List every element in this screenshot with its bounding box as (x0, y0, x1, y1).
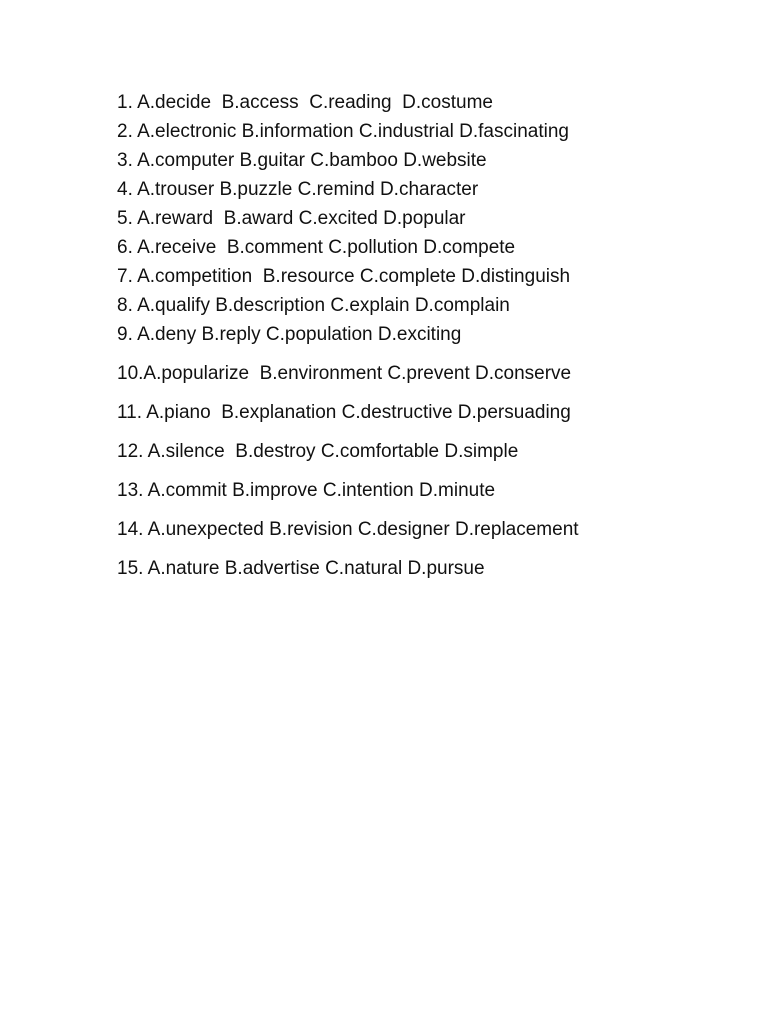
question-line-12: 12. A.silence B.destroy C.comfortable D.simple (117, 441, 519, 462)
question-line-13: 13. A.commit B.improve C.intention D.minute (117, 480, 496, 501)
question-line-14: 14. A.unexpected B.revision C.designer D.replacement (117, 519, 579, 540)
question-line-5: 5. A.reward B.award C.excited D.popular (117, 208, 466, 229)
question-line-2: 2. A.electronic B.information C.industrial D.fascinating (117, 121, 569, 142)
question-line-3: 3. A.computer B.guitar C.bamboo D.website (117, 150, 487, 171)
question-line-8: 8. A.qualify B.description C.explain D.complain (117, 295, 510, 316)
question-line-10: 10.A.popularize B.environment C.prevent D.conserve (117, 363, 572, 384)
question-line-1: 1. A.decide B.access C.reading D.costume (117, 92, 493, 113)
question-line-9: 9. A.deny B.reply C.population D.exciting (117, 324, 462, 345)
question-line-11: 11. A.piano B.explanation C.destructive D.persuading (117, 402, 571, 423)
question-line-7: 7. A.competition B.resource C.complete D.distinguish (117, 266, 571, 287)
question-list (117, 88, 579, 583)
question-line-6: 6. A.receive B.comment C.pollution D.compete (117, 237, 516, 258)
question-line-4: 4. A.trouser B.puzzle C.remind D.character (117, 179, 479, 200)
question-line-15: 15. A.nature B.advertise C.natural D.pursue (117, 558, 485, 579)
